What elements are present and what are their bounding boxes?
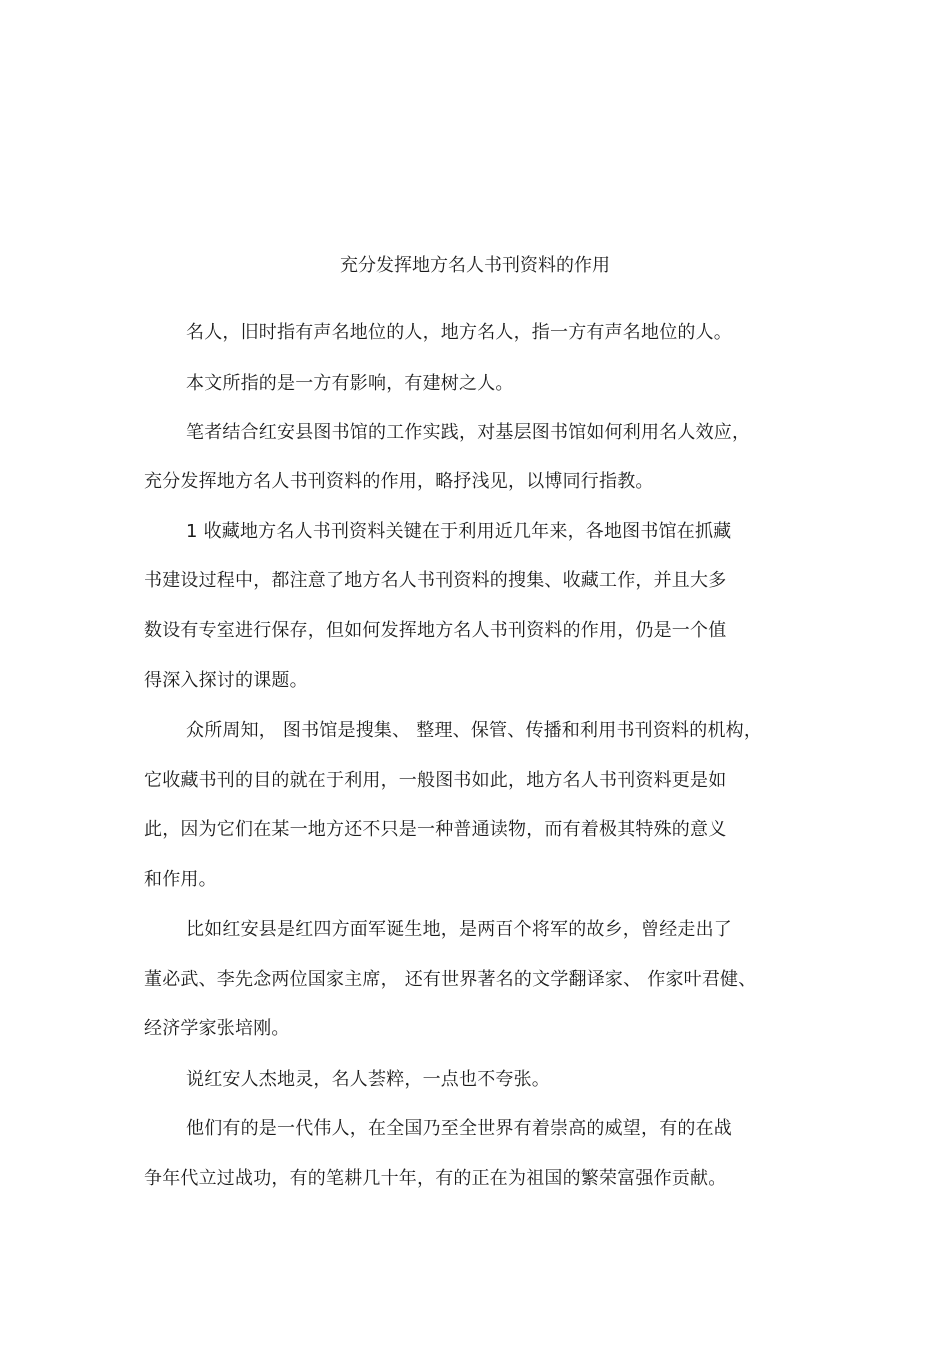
- text-line: 书建设过程中，都注意了地方名人书刊资料的搜集、收藏工作，并且大多: [144, 570, 727, 591]
- text-line: 数设有专室进行保存，但如何发挥地方名人书刊资料的作用，仍是一个值: [144, 620, 727, 641]
- text-line: 争年代立过战功，有的笔耕几十年，有的正在为祖国的繁荣富强作贡献。: [144, 1168, 727, 1189]
- text-line: 众所周知， 图书馆是搜集、 整理、保管、传播和利用书刊资料的机构，: [186, 720, 763, 741]
- text-line: 董必武、李先念两位国家主席， 还有世界著名的文学翻译家、 作家叶君健、: [144, 969, 757, 990]
- text-line: 得深入探讨的课题。: [144, 670, 308, 691]
- text-line: 它收藏书刊的目的就在于利用，一般图书如此，地方名人书刊资料更是如: [144, 770, 727, 791]
- document-title: 充分发挥地方名人书刊资料的作用: [340, 255, 610, 276]
- text-line: 笔者结合红安县图书馆的工作实践，对基层图书馆如何利用名人效应，: [186, 422, 751, 443]
- text-line: 本文所指的是一方有影响，有建树之人。: [186, 373, 514, 394]
- text-line: 此，因为它们在某一地方还不只是一种普通读物，而有着极其特殊的意义: [144, 819, 727, 840]
- text-line: 他们有的是一代伟人，在全国乃至全世界有着崇高的威望，有的在战: [186, 1118, 732, 1139]
- text-line: 名人，旧时指有声名地位的人，地方名人，指一方有声名地位的人。: [186, 322, 732, 343]
- text-line: 说红安人杰地灵，名人荟粹，一点也不夸张。: [186, 1069, 550, 1090]
- text-line: 和作用。: [144, 869, 217, 890]
- text-line: 充分发挥地方名人书刊资料的作用，略抒浅见，以博同行指教。: [144, 471, 654, 492]
- text-line: 经济学家张培刚。: [144, 1018, 290, 1039]
- text-line: 比如红安县是红四方面军诞生地，是两百个将军的故乡，曾经走出了: [186, 919, 732, 940]
- text-line: 1 收藏地方名人书刊资料关键在于利用近几年来，各地图书馆在抓藏: [186, 521, 732, 542]
